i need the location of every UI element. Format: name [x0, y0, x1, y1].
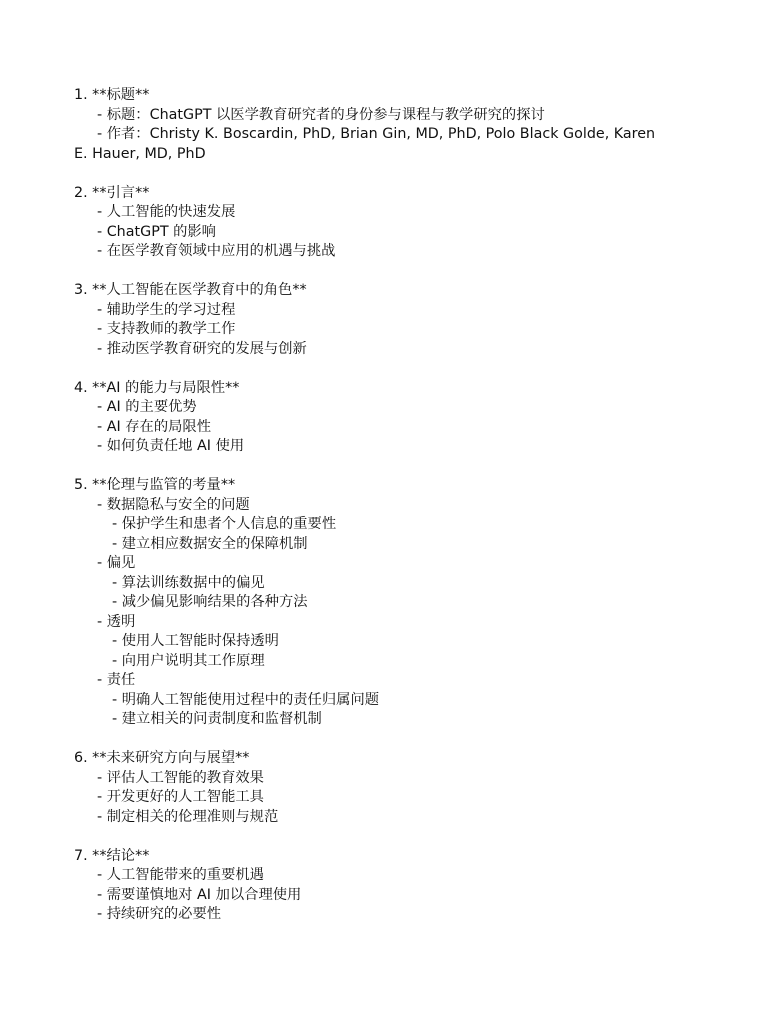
- section-heading: 2. **引言**: [74, 184, 150, 201]
- section-heading: 6. **未来研究方向与展望**: [74, 750, 250, 766]
- bullet-item: - 责任: [97, 672, 136, 688]
- bullet-item: - 制定相关的伦理准则与规范: [97, 808, 279, 825]
- sub-bullet-item: - 建立相关的问责制度和监督机制: [112, 711, 322, 727]
- bullet-item: - 在医学教育领域中应用的机遇与挑战: [97, 243, 336, 259]
- bullet-item: - 人工智能的快速发展: [97, 204, 236, 220]
- bullet-item: - 辅助学生的学习过程: [97, 301, 236, 318]
- section-heading: 7. **结论**: [74, 847, 150, 864]
- bullet-item: - 推动医学教育研究的发展与创新: [97, 340, 307, 357]
- wrapped-text-line: E. Hauer, MD, PhD: [74, 145, 206, 162]
- bullet-item: - 标题：ChatGPT 以医学教育研究者的身份参与课程与教学研究的探讨: [97, 106, 545, 123]
- bullet-item: - 数据隐私与安全的问题: [97, 496, 250, 513]
- sub-bullet-item: - 保护学生和患者个人信息的重要性: [112, 516, 337, 532]
- bullet-item: - 需要谨慎地对 AI 加以合理使用: [97, 886, 302, 903]
- blank-line: [74, 359, 714, 379]
- sub-bullet-item: - 算法训练数据中的偏见: [112, 574, 265, 591]
- bullet-item: - ChatGPT 的影响: [97, 223, 216, 240]
- bullet-item: - 评估人工智能的教育效果: [97, 769, 264, 786]
- section-heading: 1. **标题**: [74, 87, 150, 103]
- blank-line: [74, 827, 714, 847]
- bullet-item: - 如何负责任地 AI 使用: [97, 438, 245, 454]
- sub-bullet-item: - 使用人工智能时保持透明: [112, 633, 279, 649]
- bullet-item: - AI 存在的局限性: [97, 418, 212, 435]
- section-heading: 5. **伦理与监管的考量**: [74, 477, 236, 493]
- bullet-item: - 开发更好的人工智能工具: [97, 789, 264, 805]
- bullet-item: - 透明: [97, 613, 136, 630]
- bullet-item: - 支持教师的教学工作: [97, 321, 236, 337]
- bullet-item: - 作者：Christy K. Boscardin, PhD, Brian Gin, MD, PhD, Polo Black Golde, Karen: [97, 126, 656, 142]
- sub-bullet-item: - 明确人工智能使用过程中的责任归属问题: [112, 691, 380, 708]
- blank-line: [74, 164, 714, 184]
- blank-line: [74, 262, 714, 282]
- sub-bullet-item: - 向用户说明其工作原理: [112, 652, 265, 669]
- bullet-item: - 持续研究的必要性: [97, 906, 222, 922]
- bullet-item: - 偏见: [97, 555, 136, 571]
- sub-bullet-item: - 建立相应数据安全的保障机制: [112, 535, 308, 552]
- blank-line: [74, 730, 714, 750]
- section-heading: 3. **人工智能在医学教育中的角色**: [74, 282, 307, 298]
- bullet-item: - 人工智能带来的重要机遇: [97, 867, 264, 883]
- sub-bullet-item: - 减少偏见影响结果的各种方法: [112, 594, 308, 610]
- blank-line: [74, 457, 714, 477]
- bullet-item: - AI 的主要优势: [97, 399, 197, 415]
- outline-content: [74, 86, 714, 925]
- section-heading: 4. **AI 的能力与局限性**: [74, 379, 240, 396]
